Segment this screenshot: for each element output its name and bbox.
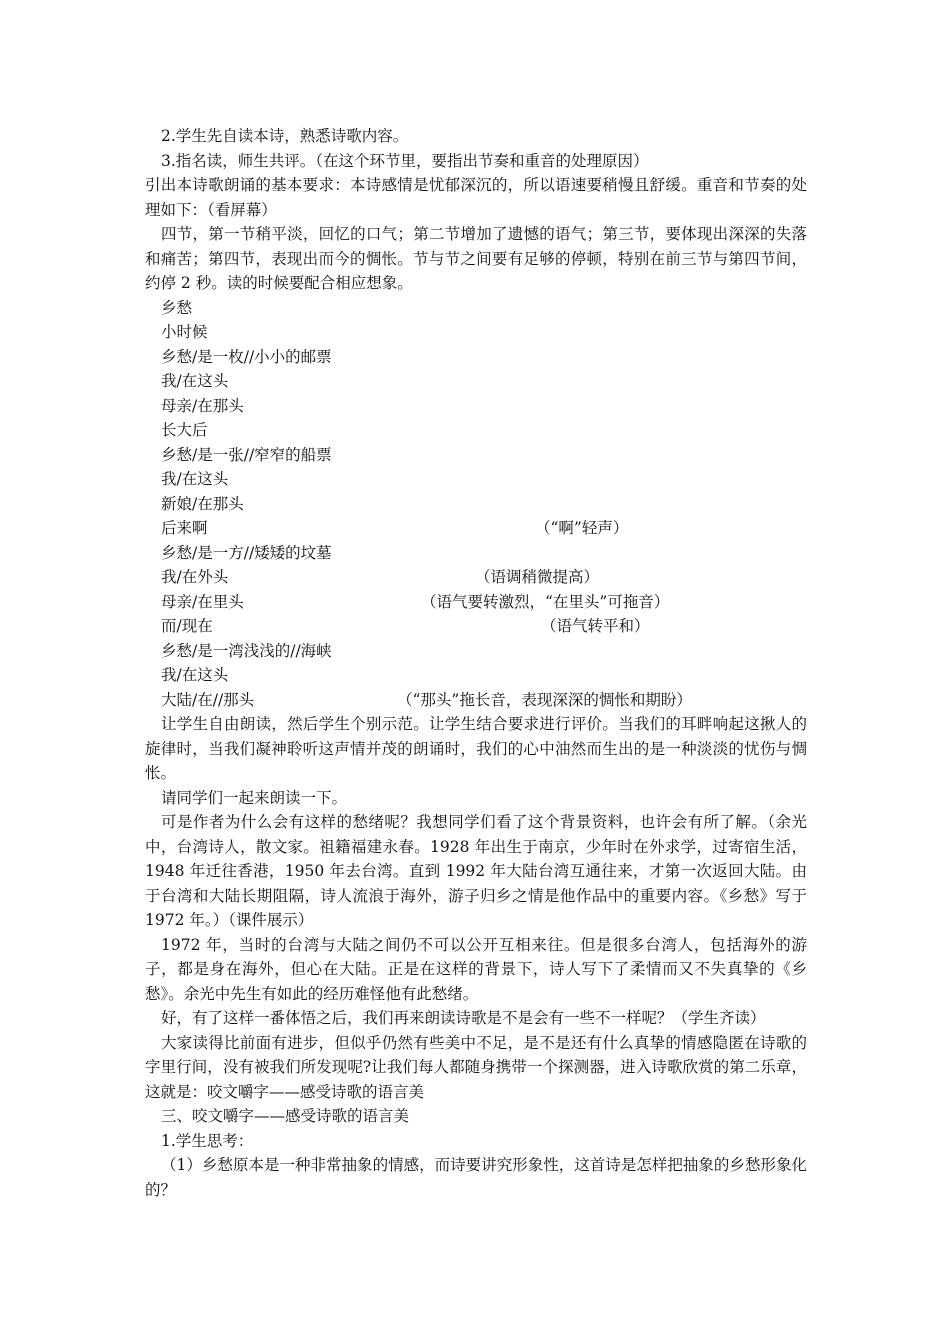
poem-line-text: 小时候 xyxy=(161,323,208,341)
reread-paragraph: 好，有了这样一番体悟之后，我们再来朗读诗歌是不是会有一些不一样呢？（学生齐读） xyxy=(161,1009,766,1027)
step-3-paragraph: 3.指名读，师生共评。（在这个环节里，要指出节奏和重音的处理原因） xyxy=(161,151,649,170)
poem-line xyxy=(145,639,807,664)
poem-line xyxy=(145,688,807,713)
poem-line-note: （语调稍微提高） xyxy=(475,568,600,586)
poem-line xyxy=(145,369,807,394)
free-reading-paragraph: 让学生自由朗读，然后学生个别示范。让学生结合要求进行评价。当我们的耳畔响起这揪人的旋律时，当我们凝神聆听这声情并茂的朗诵时，我们的心中油然而生出的是一种淡淡的忧伤与惆怅。 xyxy=(145,715,807,782)
poem-line-text: 后来啊 xyxy=(161,519,208,537)
poem-line xyxy=(145,320,807,345)
poem-line xyxy=(145,541,807,566)
poem-line-text: 乡愁/是一枚//小小的邮票 xyxy=(161,347,332,366)
poem-line-text: 我/在这头 xyxy=(161,470,229,488)
poem-block xyxy=(145,296,807,713)
read-together-paragraph: 请同学们一起来朗读一下。 xyxy=(161,788,348,807)
poem-line-note: （语气转平和） xyxy=(541,617,650,635)
poem-line xyxy=(145,590,807,615)
step-2-paragraph: 2.学生先自读本诗，熟悉诗歌内容。 xyxy=(161,127,409,145)
poem-line xyxy=(145,345,807,370)
poem-line xyxy=(145,418,807,443)
poem-line xyxy=(145,614,807,639)
stanza-guidance-paragraph: 四节，第一节稍平淡，回忆的口气；第二节增加了遗憾的语气；第三节，要体现出深深的失落和痛苦；第四节，表现出而今的惆怅。节与节之间要有足够的停顿，特别在前三节与第四节间，约停 2 秒。读的时候要配合相应想象。 xyxy=(145,225,807,292)
poem-line xyxy=(145,565,807,590)
poem-line-text: 我/在这头 xyxy=(161,666,229,684)
poem-line-text: 乡愁/是一方//矮矮的坟墓 xyxy=(161,543,332,562)
poem-line-text: 长大后 xyxy=(161,421,208,439)
poem-line-text: 新娘/在那头 xyxy=(161,494,244,513)
poem-line xyxy=(145,467,807,492)
poem-line-text: 母亲/在那头 xyxy=(161,396,244,415)
poem-line xyxy=(145,492,807,517)
student-thinking-label: 1.学生思考： xyxy=(161,1131,254,1150)
question-1-paragraph: （1）乡愁原本是一种非常抽象的情感，而诗要讲究形象性，这首诗是怎样把抽象的乡愁形象化的？ xyxy=(145,1156,807,1199)
poem-title-line xyxy=(145,296,807,321)
poem-line-note: （“啊”轻声） xyxy=(535,519,629,537)
poem-line-note: （“那头”拖长音，表现深深的惆怅和期盼） xyxy=(397,690,692,709)
poem-line xyxy=(145,394,807,419)
background-paragraph: 可是作者为什么会有这样的愁绪呢？我想同学们看了这个背景资料，也许会有所了解。（余光中，台湾诗人，散文家。祖籍福建永春。1928 年出生于南京，少年时在外求学，过寄宿生活，1948 年迁往香港，1950 年去台湾。直到 1992 年大陆台湾互通往来，才第一次返回大陆。由于台湾和大陆长期阻隔，诗人流浪于海外，游子归乡之情是他作品中的重要内容。《乡愁》写于 1972 年。）（课件展示） xyxy=(145,813,807,929)
poem-title: 乡愁 xyxy=(161,298,193,317)
poem-line xyxy=(145,516,807,541)
poem-line xyxy=(145,663,807,688)
poem-line-text: 母亲/在里头 xyxy=(161,592,244,611)
section-3-heading: 三、咬文嚼字——感受诗歌的语言美 xyxy=(161,1107,410,1125)
poem-line-text: 我/在这头 xyxy=(161,372,229,390)
poem-line-text: 大陆/在//那头 xyxy=(161,690,255,709)
poem-line-note: （语气要转激烈，“在里头”可拖音） xyxy=(421,592,670,611)
history-paragraph: 1972 年，当时的台湾与大陆之间仍不可以公开互相来往。但是很多台湾人，包括海外的游子，都是身在海外，但心在大陆。正是在这样的背景下，诗人写下了柔情而又不失真挚的《乡愁》。余光中先生有如此的经历难怪他有此愁绪。 xyxy=(145,935,807,1003)
poem-line-text: 乡愁/是一湾浅浅的//海峡 xyxy=(161,641,332,660)
poem-line-text: 我/在外头 xyxy=(161,568,229,586)
poem-line-text: 而/现在 xyxy=(161,617,213,635)
reading-requirements-paragraph: 引出本诗歌朗诵的基本要求：本诗感情是忧郁深沉的，所以语速要稍慢且舒缓。重音和节奏的处理如下：（看屏幕） xyxy=(145,176,807,219)
poem-line-text: 乡愁/是一张//窄窄的船票 xyxy=(161,445,332,464)
page-body xyxy=(145,124,807,1202)
poem-line xyxy=(145,443,807,468)
transition-paragraph: 大家读得比前面有进步，但似乎仍然有些美中不足，是不是还有什么真挚的情感隐匿在诗歌的字里行间，没有被我们所发现呢?让我们每人都随身携带一个探测器，进入诗歌欣赏的第二乐章，这就是：咬文嚼字——感受诗歌的语言美 xyxy=(145,1033,807,1101)
